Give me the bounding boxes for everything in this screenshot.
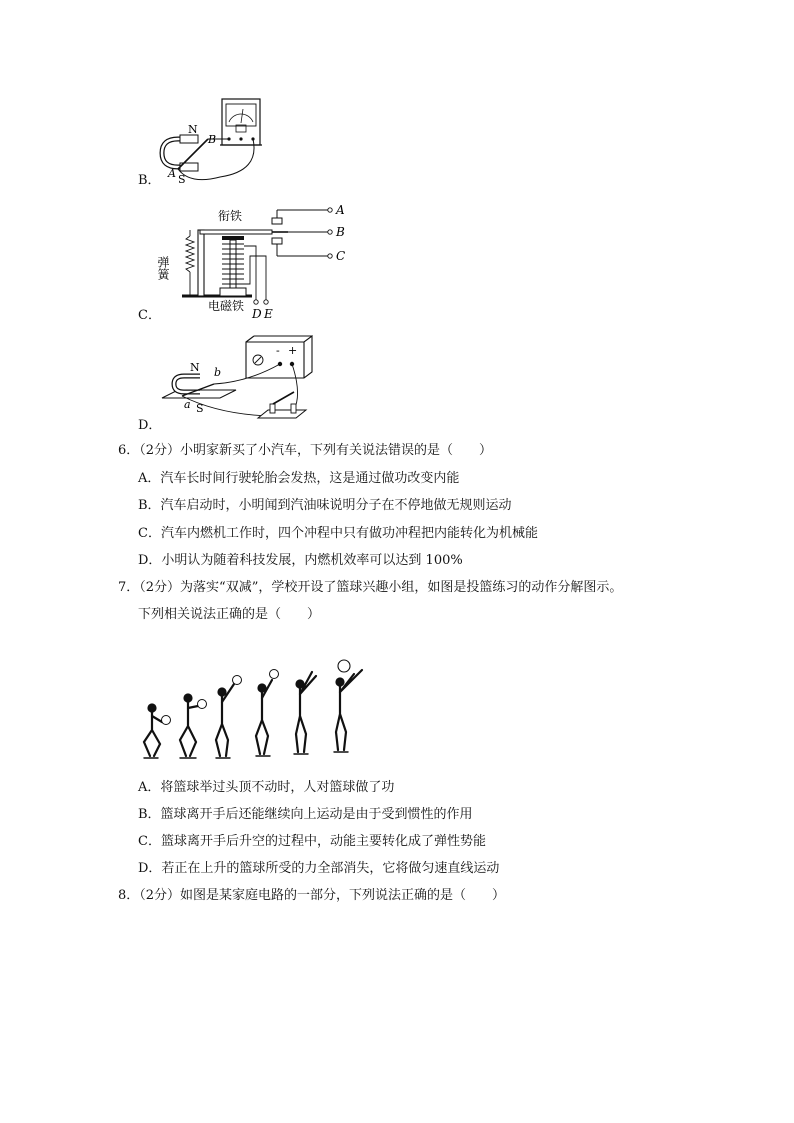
question-6-option-d: D．小明认为随着科技发展，内燃机效率可以达到 100% <box>138 553 463 568</box>
label-a: A <box>168 167 176 180</box>
option-d-label: D． <box>138 418 162 433</box>
label-n: N <box>190 361 200 374</box>
question-7-option-c: C．篮球离开手后升空的过程中，动能主要转化成了弹性势能 <box>138 834 486 849</box>
label-n: N <box>188 123 198 136</box>
label-s: S <box>178 173 186 186</box>
label-a: A <box>336 203 345 217</box>
question-6-option-b: B．汽车启动时，小明闻到汽油味说明分子在不停地做无规则运动 <box>138 498 512 513</box>
question-6-option-a: A．汽车长时间行驶轮胎会发热，这是通过做功改变内能 <box>138 471 460 486</box>
label-c: C <box>336 249 346 263</box>
label-e: E <box>264 307 273 321</box>
label-s: S <box>196 402 204 415</box>
label-b: b <box>214 366 222 379</box>
question-7-option-b: B．篮球离开手后还能继续向上运动是由于受到惯性的作用 <box>138 807 473 822</box>
figure-basketball-shooting-sequence <box>140 656 380 768</box>
label-electromagnet: 电磁铁 <box>208 299 245 313</box>
question-6-stem: 6．（2分）小明家新买了小汽车，下列有关说法错误的是（ ） <box>118 443 493 458</box>
question-6-option-c: C．汽车内燃机工作时，四个冲程中只有做功冲程把内能转化为机械能 <box>138 526 538 541</box>
label-d: D <box>252 307 262 321</box>
question-7-option-d: D．若正在上升的篮球所受的力全部消失，它将做匀速直线运动 <box>138 861 500 876</box>
label-spring: 弹簧 <box>156 256 170 280</box>
question-7-stem-line1: 7．（2分）为落实“双减”，学校开设了篮球兴趣小组，如图是投篮练习的动作分解图示。 <box>118 580 623 595</box>
label-b: B <box>336 225 345 239</box>
power-supply-icon <box>246 336 312 378</box>
label-a: a <box>184 398 191 411</box>
question-7-stem-line2: 下列相关说法正确的是（ ） <box>138 607 321 622</box>
question-7-option-a: A．将篮球举过头顶不动时，人对篮球做了功 <box>138 780 395 795</box>
player-figure-1 <box>144 705 171 759</box>
label-minus: - <box>276 344 280 357</box>
spring-icon <box>186 236 194 272</box>
armature-bar <box>200 230 272 234</box>
label-b: B <box>208 133 217 146</box>
player-figure-2 <box>180 695 207 759</box>
player-figure-6 <box>334 660 362 752</box>
figure-b-galvanometer-circuit <box>150 95 270 185</box>
option-b-label: B． <box>138 173 161 188</box>
player-figure-5 <box>294 672 316 754</box>
question-8-stem: 8．（2分）如图是某家庭电路的一部分，下列说法正确的是（ ） <box>118 888 506 903</box>
figure-c-relay <box>156 196 360 324</box>
option-c-label: C． <box>138 308 161 323</box>
label-plus: + <box>288 344 298 357</box>
label-armature: 衔铁 <box>218 209 243 223</box>
player-figure-4 <box>256 670 279 757</box>
knife-switch-icon <box>258 410 306 418</box>
figure-d-power-supply-circuit <box>158 334 328 430</box>
player-figure-3 <box>216 676 242 759</box>
